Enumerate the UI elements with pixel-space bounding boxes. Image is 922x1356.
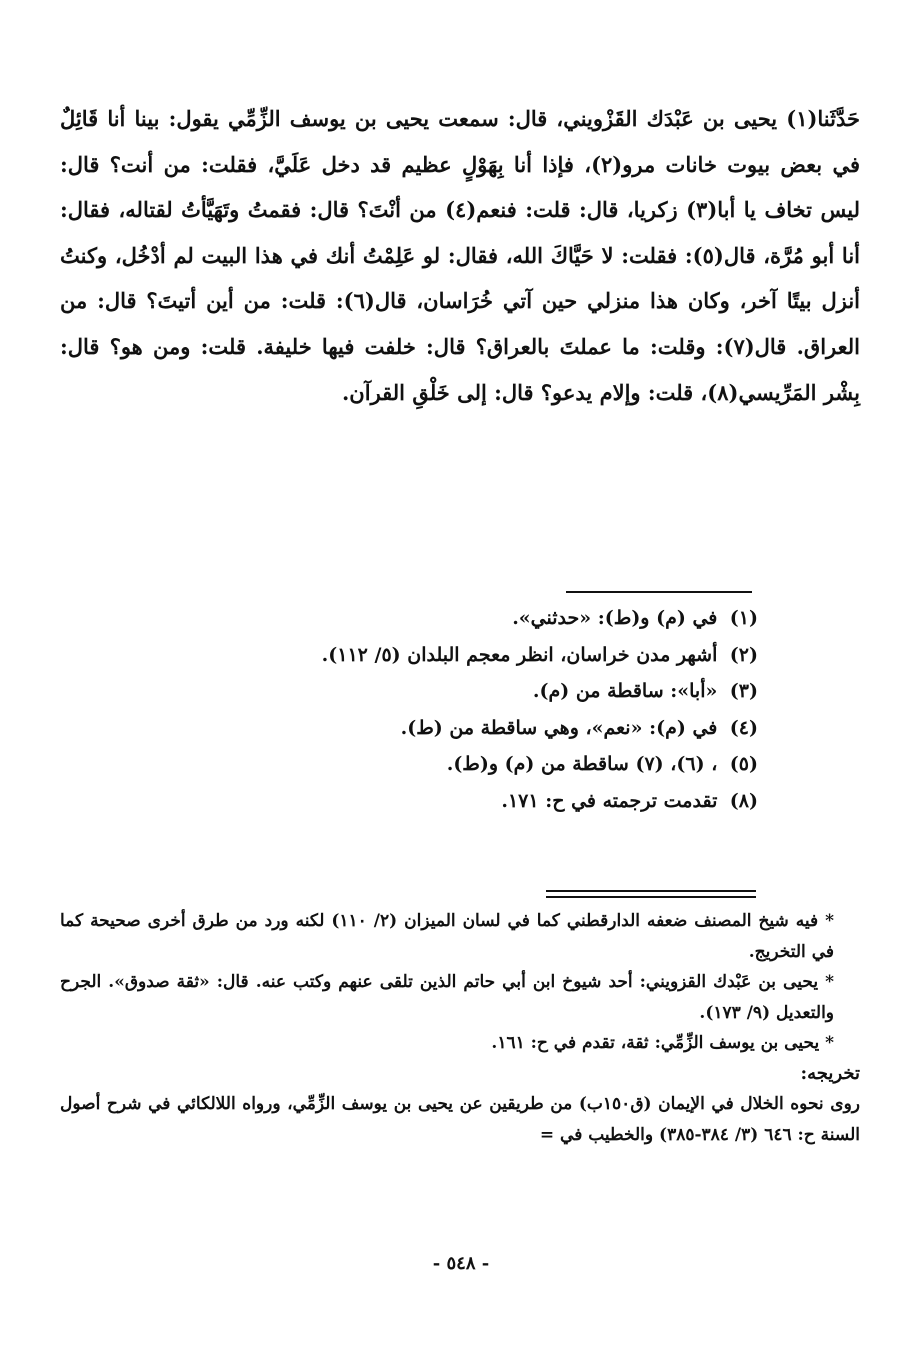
footnote-5 bbox=[138, 746, 758, 783]
footnote-text: «أبا»: ساقطة من (م). bbox=[532, 680, 718, 702]
commentary-separator-bottom bbox=[546, 896, 756, 898]
footnote-4 bbox=[138, 710, 758, 747]
footnote-number: (٨) bbox=[729, 789, 758, 812]
footnote-text: في (م): «نعم»، وهي ساقطة من (ط). bbox=[400, 716, 718, 739]
main-narration-text: حَدَّثَنا(١) يحيى بن عَبْدَك القَزْويني، قال: سمعت يحيى بن يوسف الزِّمِّي يقول: بينا أنا قَائِلٌ في بعض بيوت خانات مرو(٢)، فإذا أنا بِهَوْلٍ عظيم قد دخل عَلَيَّ، فقلت: من أنت؟ قال: ليس تخاف يا أبا(٣) زكريا، قال: قلت: فنعم(٤) من أنْتَ؟ قال: فقمتُ وتَهَيَّأتُ لقتاله، فقال: أنا أبو مُرَّة، قال(٥): فقلت: لا حَيَّاكَ الله، فقال: لو عَلِمْتُ أنك في هذا البيت لم أدْخُل، وكنتُ أنزل بيتًا آخر، وكان هذا منزلي حين آتي خُرَاسان، قال(٦): قلت: من أين أتيتَ؟ قال: من العراق. قال(٧): وقلت: ما عملتَ بالعراق؟ قال: خلفت فيها خليفة. قلت: ومن هو؟ قال: بِشْر المَرِّيسي(٨)، قلت: وإلام يدعو؟ قال: إلى خَلْقِ القرآن. bbox=[60, 106, 861, 405]
footnote-number: (١) bbox=[729, 607, 758, 629]
footnote-text: في (م) و(ط): «حدثني». bbox=[512, 607, 718, 629]
commentary-item-1: * فيه شيخ المصنف ضعفه الدارقطني كما في لسان الميزان (٢/ ١١٠) لكنه ورد من طرق أخرى صحيحة كما في التخريج. bbox=[60, 911, 834, 962]
footnote-text: ، (٦)، (٧) ساقطة من (م) و(ط). bbox=[446, 753, 718, 775]
page-number: - ٥٤٨ - bbox=[432, 1253, 490, 1274]
footnote-text: تقدمت ترجمته في ح: ١٧١. bbox=[501, 789, 718, 812]
footnote-6 bbox=[138, 783, 758, 820]
commentary-item-2: * يحيى بن عَبْدك القزويني: أحد شيوخ ابن أبي حاتم الذين تلقى عنهم وكتب عنه. قال: «ثقة صدوق». الجرح والتعديل (٩/ ١٧٣). bbox=[60, 972, 834, 1023]
footnote-text: أشهر مدن خراسان، انظر معجم البلدان (٥/ ١١٢). bbox=[321, 643, 718, 666]
footnote-2 bbox=[138, 637, 758, 674]
footnote-number: (٢) bbox=[729, 643, 758, 666]
footnote-number: (٥) bbox=[729, 753, 758, 775]
footnote-3 bbox=[138, 673, 758, 710]
footnote-number: (٤) bbox=[729, 716, 758, 739]
main-narration bbox=[60, 96, 860, 415]
takhrij-heading: تخريجه: bbox=[800, 1062, 860, 1084]
footnotes-separator bbox=[566, 591, 752, 593]
takhrij-text: روى نحوه الخلال في الإيمان (ق١٥٠ب) من طريقين عن يحيى بن يوسف الزِّمِّي، ورواه اللالكائي في شرح أصول السنة ح: ٦٤٦ (٣/ ٣٨٤-٣٨٥) والخطيب في = bbox=[60, 1094, 860, 1145]
commentary-section bbox=[60, 906, 860, 1150]
commentary-item-3: * يحيى بن يوسف الزِّمِّي: ثقة، تقدم في ح: ١٦١. bbox=[491, 1033, 834, 1053]
footnote-number: (٣) bbox=[729, 680, 758, 702]
footnote-1 bbox=[138, 600, 758, 637]
commentary-separator-top bbox=[546, 890, 756, 892]
footnotes-list bbox=[138, 600, 758, 819]
